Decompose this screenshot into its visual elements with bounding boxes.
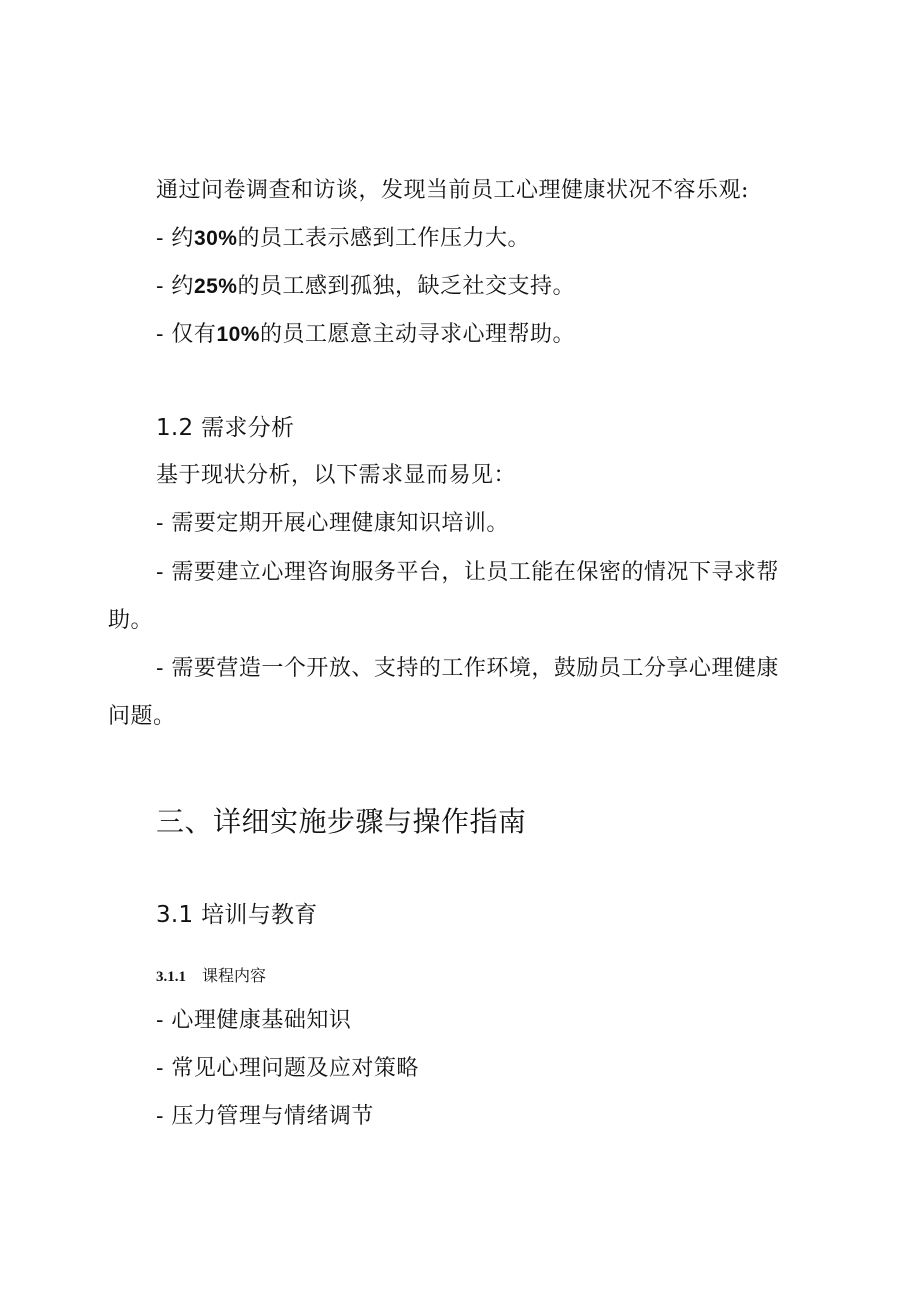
status-item-2-percent: 25% [193, 275, 238, 298]
status-item-2 [156, 276, 575, 298]
status-item-1-percent: 30% [193, 227, 238, 250]
course-item-3: - 压力管理与情绪调节 [156, 1104, 374, 1129]
needs-item-2-line-1: - 需要建立心理咨询服务平台，让员工能在保密的情况下寻求帮 [156, 560, 779, 585]
status-item-3-text: 的员工愿意主动寻求心理帮助。 [259, 322, 575, 347]
status-item-1-prefix: - 约 [156, 226, 194, 251]
section-3-1-heading: 3.1 培训与教育 [156, 902, 318, 928]
section-3-1-1-number: 3.1.1 [156, 969, 186, 985]
needs-item-3-line-1: - 需要营造一个开放、支持的工作环境，鼓励员工分享心理健康 [156, 656, 779, 681]
status-item-2-text: 的员工感到孤独，缺乏社交支持。 [237, 274, 575, 299]
needs-heading: 1.2 需求分析 [156, 415, 295, 441]
status-item-3 [156, 324, 575, 346]
section-3-1-1-heading [156, 968, 266, 985]
course-item-2: - 常见心理问题及应对策略 [156, 1056, 419, 1081]
status-item-3-prefix: - 仅有 [156, 322, 217, 347]
status-item-3-percent: 10% [216, 323, 260, 346]
needs-intro: 基于现状分析，以下需求显而易见： [156, 463, 517, 488]
section-3-heading: 三、详细实施步骤与操作指南 [156, 805, 527, 838]
needs-item-3-line-2: 问题。 [108, 704, 176, 729]
course-item-1: - 心理健康基础知识 [156, 1008, 352, 1033]
needs-item-2-line-2: 助。 [108, 608, 154, 633]
section-3-1-1-title: 课程内容 [202, 966, 267, 985]
status-intro: 通过问卷调查和访谈，发现当前员工心理健康状况不容乐观: [156, 178, 749, 203]
status-item-1-text: 的员工表示感到工作压力大。 [237, 226, 530, 251]
status-item-1 [156, 228, 530, 250]
needs-item-1: - 需要定期开展心理健康知识培训。 [156, 511, 509, 536]
status-item-2-prefix: - 约 [156, 274, 194, 299]
